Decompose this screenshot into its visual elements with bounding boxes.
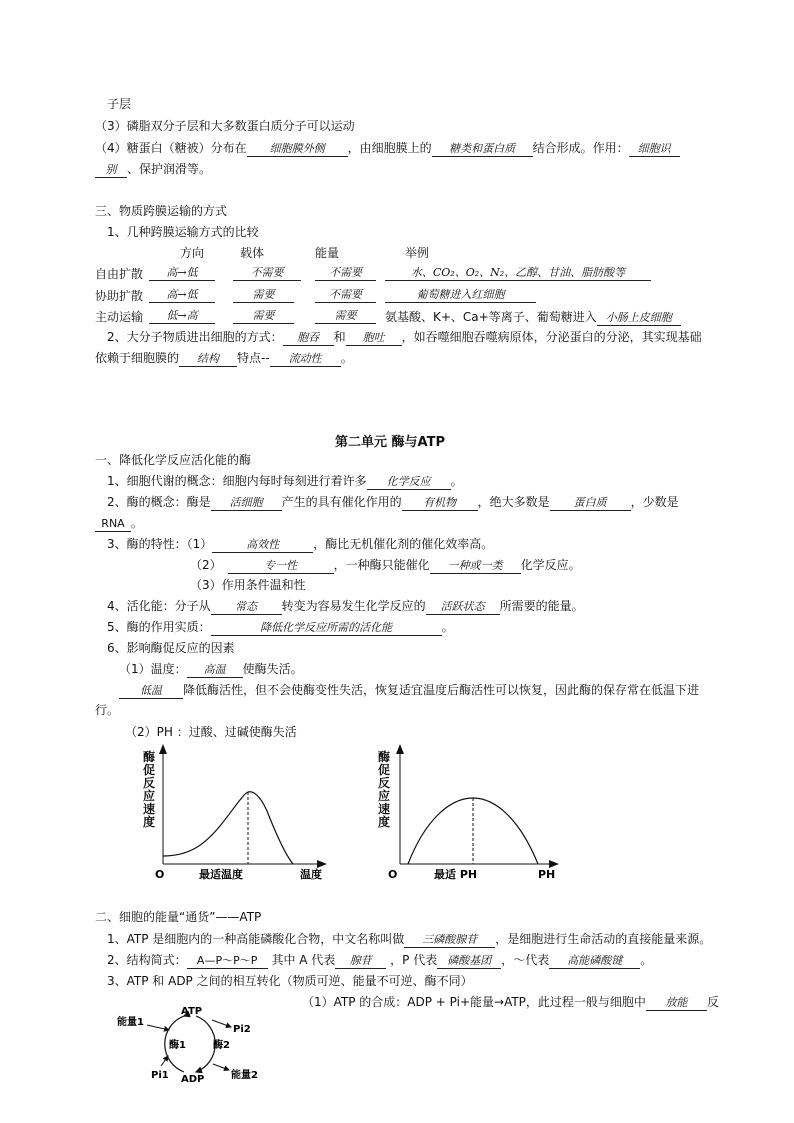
y-label-char: 促 [378,763,391,777]
text: （3）磷脂双分子层和大多数蛋白质分子可以运动 [95,119,355,133]
y-label-char: 促 [143,763,156,777]
answer-blank: 细胞识 [629,141,680,157]
text-line [107,973,473,989]
x-axis-label: 温度 [300,868,322,881]
optimum-label: 最适 PH [434,868,478,881]
answer-blank: 化学反应 [367,474,451,490]
answer-blank: 水、CO₂、O₂、N₂、乙醇、甘油、脂肪酸等 [385,265,651,281]
answer-blank: 结构 [179,351,237,367]
text: 。 [131,516,144,530]
text-line [95,140,680,157]
text: 子层 [107,97,132,111]
x-axis-arrow [549,860,559,868]
answer-blank: 需要 [233,287,294,303]
text: 结合形成。作用： [532,141,629,155]
answer-blank: 别 [95,162,127,178]
enzyme1-label: 酶1 [169,1040,186,1051]
text: 1、ATP 是细胞内的一种高能磷酸化合物，中文名称叫做 [107,932,405,946]
text-line [107,96,131,112]
text: （1）温度： [119,662,187,676]
y-label-char: 速 [143,802,156,816]
text: ，P 代表 [390,953,438,967]
text-line [107,598,584,615]
text-line [107,640,235,656]
x-axis-label: PH [538,868,556,881]
text: 2、大分子物质进出细胞的方式： [107,330,283,344]
energy2-arrow [213,1064,229,1070]
answer-blank: 活细胞 [211,495,282,511]
answer-blank: 胞吞 [283,330,334,346]
pi2-arrow [212,1020,231,1027]
answer-blank: RNA [95,516,131,532]
answer-blank: 高→低 [149,265,215,281]
optimum-label: 最适温度 [199,868,243,881]
answer-blank: 小肠上皮细胞 [597,310,681,326]
text: （3）作用条件温和性 [190,578,306,592]
energy1-arrow [147,1025,169,1030]
answer-blank: 专一性 [228,558,334,574]
origin-label: O [155,868,165,881]
section-heading [95,909,261,925]
text-line [107,536,493,553]
text: 其中 A 代表 [271,953,336,967]
text: 3、ATP 和 ADP 之间的相互转化（物质可逆、能量不可逆、酶不同） [107,974,473,988]
answer-blank: 高→低 [149,287,215,303]
text: （2）PH ：过酸、过碱使酶失活 [125,725,297,739]
answer-blank: A—P～P～P [187,953,268,969]
text: ，如吞噬细胞吞噬病原体，分泌蛋白的分泌，其实现基础 [401,330,702,344]
text: 产生的具有催化作用的 [281,495,402,509]
y-label-char: 应 [143,789,156,803]
answer-blank: 需要 [233,308,294,324]
answer-blank: 不需要 [315,287,376,303]
y-label-char: 度 [378,815,391,829]
row-name: 自由扩散 [95,267,144,281]
atp-label: ATP [181,1006,203,1017]
row-name: 主动运输 [95,310,144,324]
text: ，～代表 [501,953,550,967]
answer-blank: 胞吐 [346,330,402,346]
text: 。 [340,351,353,365]
text: 三、物质跨膜运输的方式 [95,204,228,218]
answer-blank: 流动性 [270,351,341,367]
text-line [119,682,699,699]
text: 使酶失活。 [242,662,303,676]
answer-blank: 活跃状态 [426,599,500,615]
answer-blank: 磷酸基团 [437,953,501,969]
text-line [107,329,702,346]
text-line [190,557,581,574]
y-label-char: 反 [143,776,156,790]
answer-blank: 高温 [187,662,243,678]
answer-blank: 葡萄糖进入红细胞 [385,287,536,303]
text: 4、活化能：分子从 [107,599,211,613]
pi2-label: Pi2 [233,1024,251,1035]
text: 1、细胞代谢的概念：细胞内每时每刻进行着许多 [107,474,367,488]
text: 和 [333,330,346,344]
answer-blank: 糖类和蛋白质 [432,141,533,157]
energy2-label: 能量2 [231,1070,258,1081]
y-label-char: 度 [143,815,156,829]
adp-label: ADP [181,1074,205,1085]
text-line [95,702,119,718]
answer-blank: 低温 [119,683,183,699]
atp-adp-cycle-diagram [113,1000,273,1085]
text-line [95,515,143,532]
text: ，少数是 [630,495,679,509]
origin-label: O [388,868,398,881]
x-axis-arrow [317,860,327,868]
text: ，由细胞膜上的 [347,141,432,155]
column-header: 载体 [240,246,265,260]
text: ，绝大多数是 [477,495,550,509]
text-line [190,577,306,593]
text-line [95,118,355,134]
text: 所需要的能量。 [499,599,584,613]
y-axis-label [143,749,155,829]
energy1-label: 能量1 [117,1017,144,1028]
text: 二、细胞的能量“通货”——ATP [95,910,262,924]
answer-blank: 一种或一类 [430,558,521,574]
section-heading [95,203,227,219]
unit-title: 第二单元 酶与ATP [335,435,445,450]
text: （4）糖蛋白（糖被）分布在 [95,141,247,155]
y-label-char: 酶 [143,750,156,764]
text: 氨基酸、K+、Ca+等离子、葡萄糖进入 [385,310,597,324]
text: 行。 [95,703,120,717]
answer-blank: 降低化学反应所需的活化能 [211,620,442,636]
text: 1、几种跨膜运输方式的比较 [107,225,259,239]
answer-blank: 腺苷 [335,953,386,969]
text-line [95,350,353,367]
answer-blank: 细胞膜外侧 [247,141,348,157]
answer-blank: 需要 [315,308,376,324]
answer-blank: 常态 [211,599,282,615]
text: 反 [706,995,719,1009]
pi1-arrow [161,1056,168,1066]
text-line [119,661,303,678]
column-header: 能量 [315,246,340,260]
text: 2、酶的概念：酶是 [107,495,211,509]
text-line [107,619,454,636]
text: 3、酶的特性：（1） [107,537,213,551]
text: ，酶比无机催化剂的催化效率高。 [313,537,494,551]
answer-blank: 三磷酸腺苷 [404,932,495,948]
answer-blank: 蛋白质 [550,495,631,511]
answer-blank: 高效性 [212,537,313,553]
text: 6、影响酶促反应的因素 [107,641,235,655]
text-line [107,494,679,511]
answer-blank: 不需要 [233,265,301,281]
text-line [107,952,652,969]
text-line [95,161,211,178]
enzyme2-label: 酶2 [213,1040,230,1051]
text-line [125,724,297,740]
text-line [107,473,463,490]
text: 。 [640,953,653,967]
row-name: 协助扩散 [95,289,144,303]
text: 2、结构简式： [107,953,187,967]
text: 。 [441,620,454,634]
text: 、保护润滑等。 [127,162,212,176]
text: （2） [190,558,222,572]
section-heading [95,452,251,468]
y-axis-arrow [159,744,167,754]
y-axis-label [378,749,390,829]
y-label-char: 应 [378,789,391,803]
text-line [107,931,711,948]
column-header: 方向 [180,246,205,260]
text: 转变为容易发生化学反应的 [281,599,426,613]
text: ，是细胞进行生命活动的直接能量来源。 [495,932,712,946]
text: 化学反应。 [520,558,581,572]
ph-chart [370,740,570,885]
answer-blank: 有机物 [402,495,478,511]
text-line [302,994,719,1011]
text: （1）ATP 的合成：ADP + Pi+能量→ATP，此过程一般与细胞中 [302,995,646,1009]
temperature-chart [135,740,335,885]
answer-blank: 低→高 [149,308,215,324]
answer-blank: 高能磷酸键 [549,953,640,969]
answer-blank: 放能 [646,995,707,1011]
text: 5、酶的作用实质： [107,620,211,634]
text: ，一种酶只能催化 [333,558,430,572]
text: 一、降低化学反应活化能的酶 [95,453,252,467]
temp-curve [163,792,293,864]
text: 特点-- [237,351,270,365]
y-label-char: 酶 [378,750,391,764]
pi1-label: Pi1 [151,1070,169,1081]
answer-blank: 不需要 [315,265,376,281]
text: 依赖于细胞膜的 [95,351,180,365]
column-header: 举例 [405,246,430,260]
sub-heading [107,224,259,240]
y-label-char: 速 [378,802,391,816]
y-axis-arrow [396,744,404,754]
y-label-char: 反 [378,776,391,790]
text: 。 [450,474,463,488]
text: 降低酶活性，但不会使酶变性失活，恢复适宜温度后酶活性可以恢复，因此酶的保存常在低温下进 [183,683,700,697]
